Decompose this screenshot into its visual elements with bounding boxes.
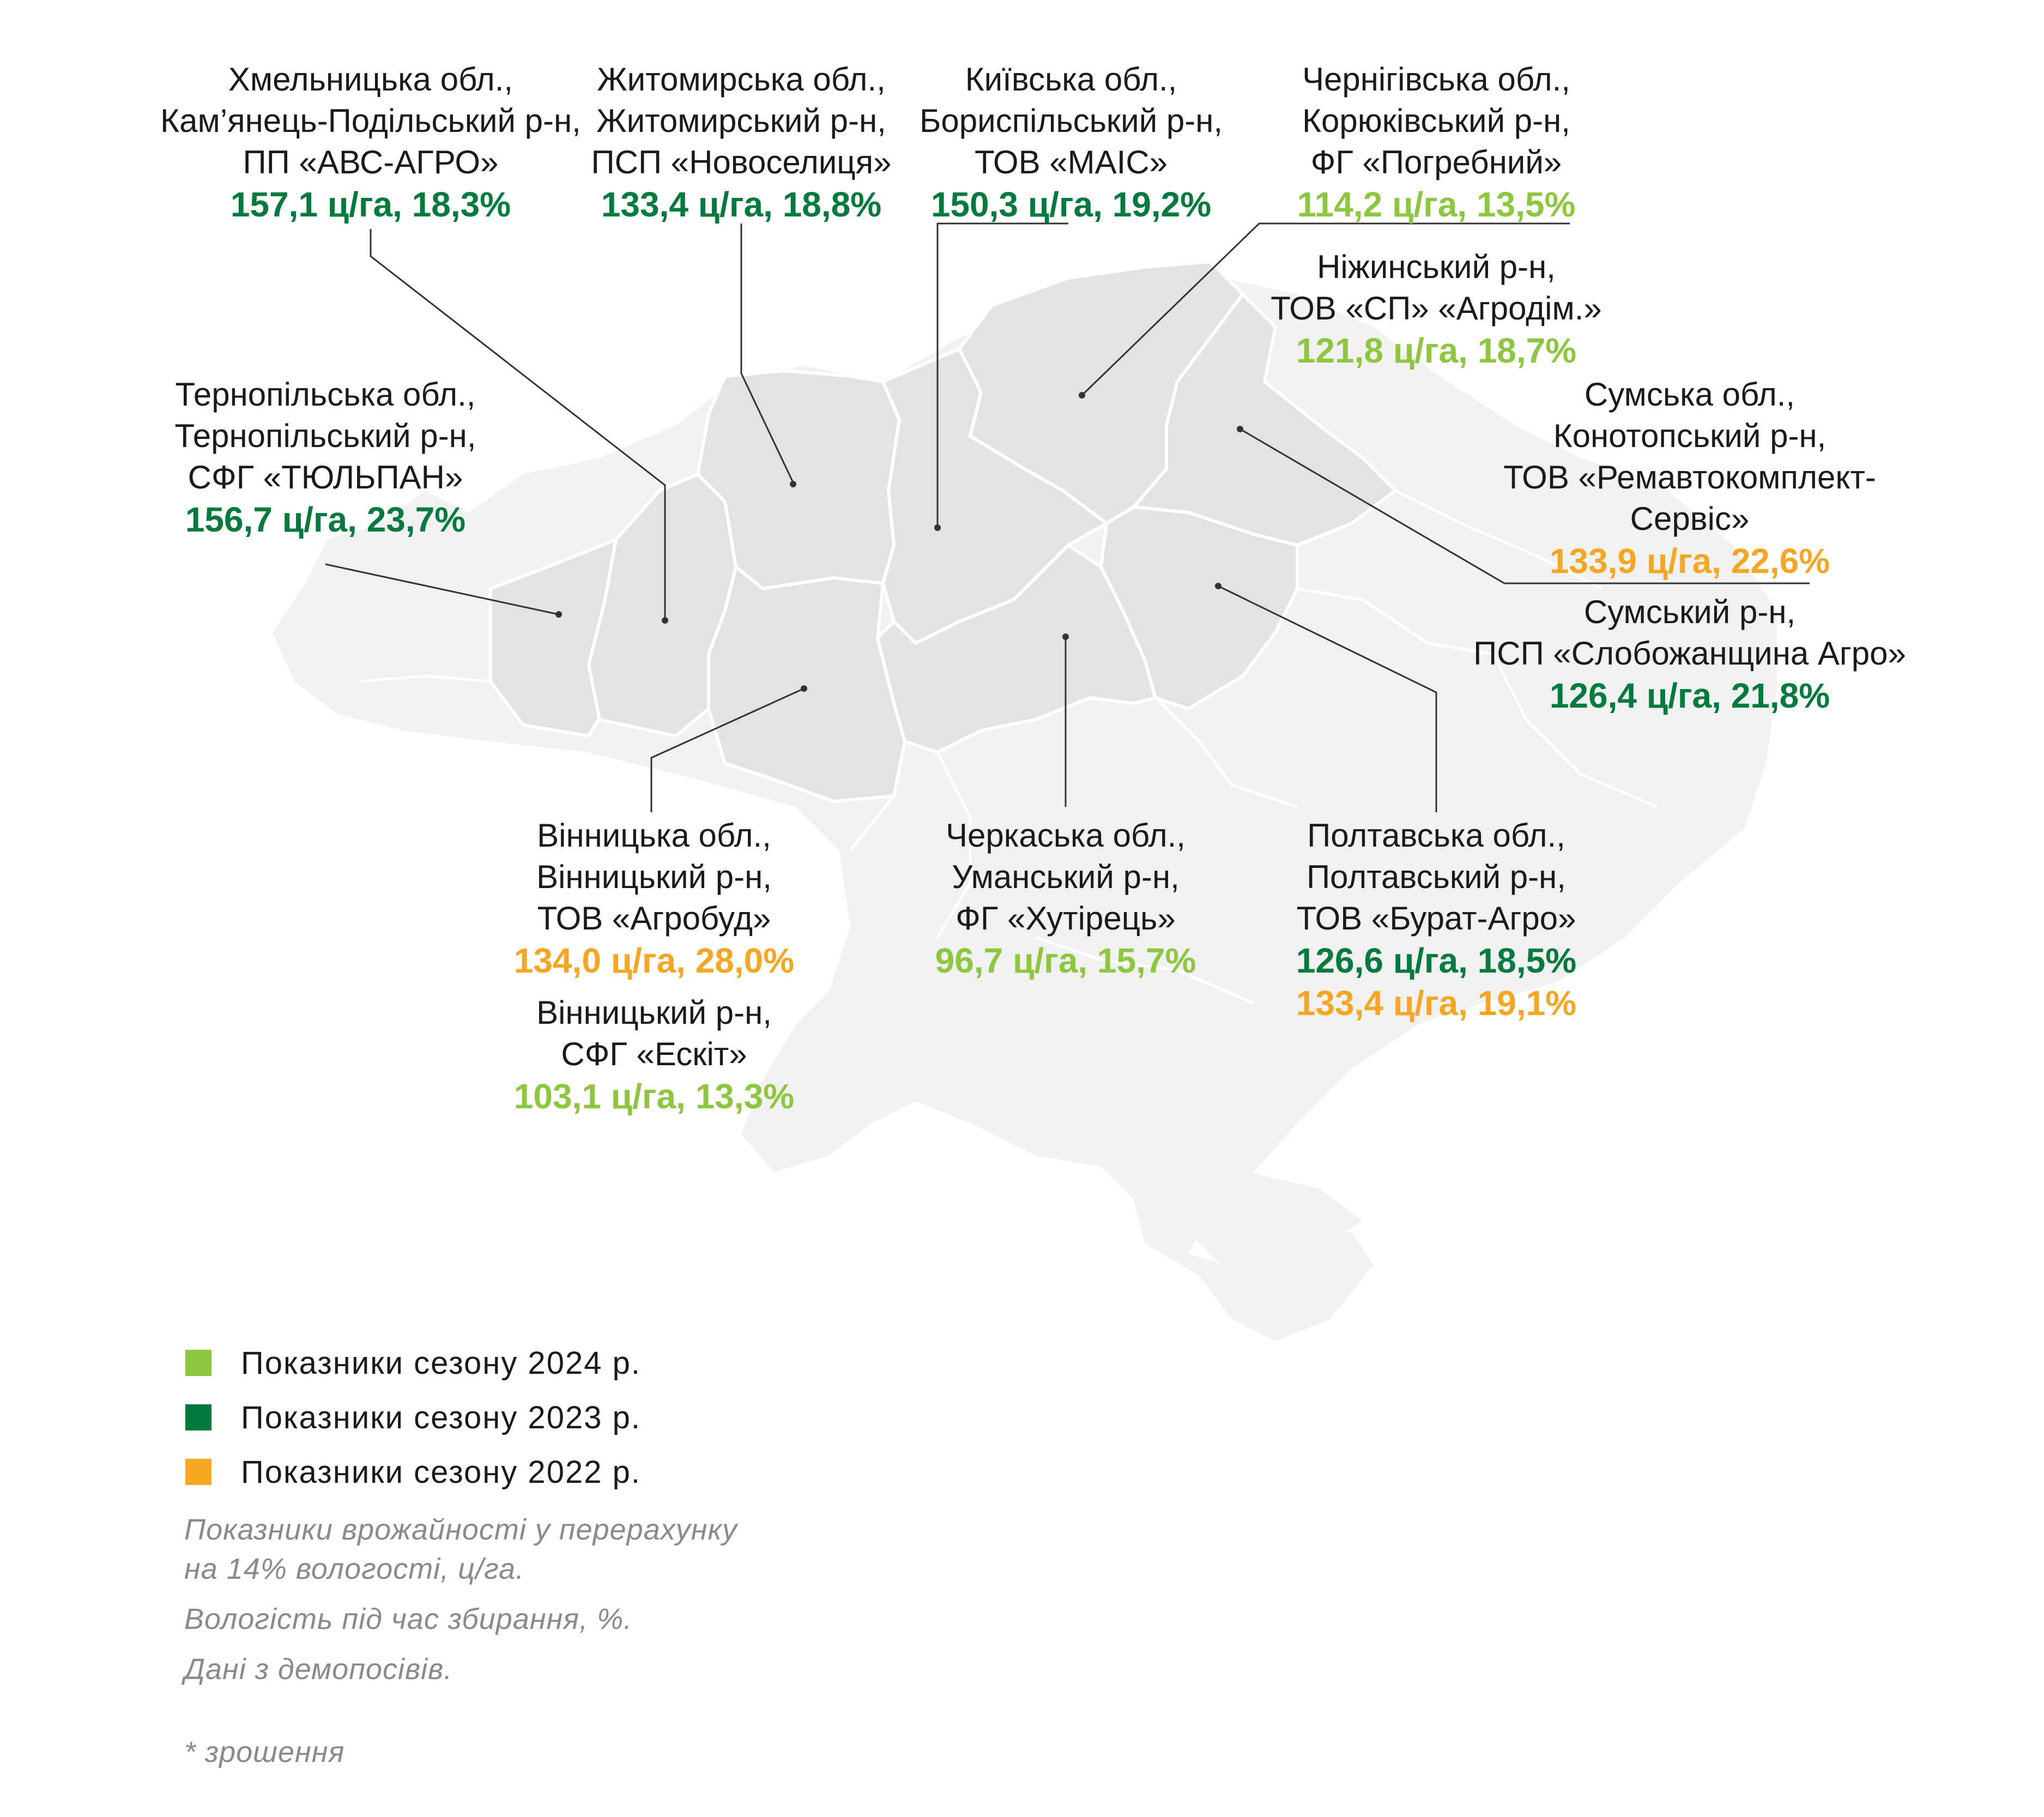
- callout-line: ПСП «Новоселиця»: [591, 144, 892, 180]
- callout-value: 156,7 ц/га, 23,7%: [185, 500, 466, 539]
- callout-line: Київська обл.,: [965, 61, 1177, 98]
- callout-value: 126,6 ц/га, 18,5%: [1296, 941, 1577, 980]
- callout-line: Бориспільський р-н,: [919, 102, 1223, 139]
- callout-sumskyi: [1473, 591, 1906, 717]
- callout-khmelnytska: [160, 59, 581, 226]
- legend-swatch-2024: [185, 1350, 211, 1376]
- callout-sumska: [1503, 374, 1876, 582]
- callout-value: 121,8 ц/га, 18,7%: [1296, 331, 1577, 370]
- callout-line: Тернопільська обл.,: [175, 376, 476, 413]
- callout-value: 103,1 ц/га, 13,3%: [513, 1077, 795, 1116]
- note-line: Дані з демопосівів.: [184, 1653, 453, 1686]
- callout-cherkaska: [935, 815, 1196, 982]
- leader-zhytomyrska: [741, 224, 793, 482]
- callout-line: Хмельницька обл.,: [228, 61, 513, 98]
- callout-vinnytska: [514, 815, 794, 982]
- callout-line: ПСП «Слобожанщина Агро»: [1473, 635, 1906, 672]
- marker-khmelnytska: [662, 617, 668, 624]
- callout-line: Вінницька обл.,: [537, 817, 771, 854]
- callout-line: Житомирський р-н,: [596, 102, 886, 139]
- callout-kyivska: [920, 59, 1223, 226]
- callout-line: ТОВ «СП» «Агродім.»: [1271, 290, 1602, 327]
- callout-line: СФГ «ТЮЛЬПАН»: [188, 459, 463, 496]
- callout-value: 133,4 ц/га, 19,1%: [1296, 983, 1577, 1023]
- legend-label: Показники сезону 2023 р.: [241, 1399, 641, 1435]
- callout-line: Тернопільський р-н,: [174, 418, 476, 454]
- callout-line: Вінницький р-н,: [536, 859, 772, 895]
- callout-value: 157,1 ц/га, 18,3%: [230, 185, 511, 224]
- callout-chernihivska: [1297, 59, 1576, 226]
- leader-vinnytska: [651, 689, 804, 812]
- callout-value: 133,4 ц/га, 18,8%: [601, 185, 882, 224]
- notes: [184, 1510, 737, 1783]
- callout-line: ФГ «Хутірець»: [956, 900, 1176, 937]
- callout-value: 126,4 ц/га, 21,8%: [1549, 676, 1830, 715]
- callout-line: Кам’янець-Подільський р-н,: [160, 102, 581, 139]
- callout-line: ТОВ «Ремавтокомплект-: [1503, 459, 1876, 496]
- callout-line: Корюківський р-н,: [1302, 102, 1570, 139]
- callout-line: Уманський р-н,: [952, 859, 1180, 895]
- callout-line: ТОВ «МАІС»: [974, 144, 1168, 180]
- note-line: на 14% вологості, ц/га.: [184, 1553, 525, 1585]
- footnote: * зрошення: [184, 1736, 345, 1768]
- note-line: Показники врожайності у перерахунку: [184, 1513, 737, 1546]
- legend-item-2023: [185, 1390, 641, 1445]
- callout-value: 114,2 ц/га, 13,5%: [1297, 185, 1576, 224]
- callout-value: 133,9 ц/га, 22,6%: [1549, 541, 1830, 581]
- marker-zhytomyrska: [790, 481, 796, 487]
- legend-swatch-2022: [185, 1459, 211, 1485]
- marker-sumska: [1237, 426, 1243, 432]
- callout-value: 150,3 ц/га, 19,2%: [930, 185, 1212, 224]
- leader-ternopilska: [325, 564, 559, 614]
- legend-label: Показники сезону 2024 р.: [241, 1345, 641, 1381]
- legend-item-2022: [185, 1445, 641, 1499]
- callout-nizhynskyi: [1271, 246, 1602, 372]
- callout-line: ТОВ «Агробуд»: [537, 900, 771, 937]
- leader-poltavska: [1218, 586, 1436, 812]
- marker-chernihivska: [1079, 392, 1085, 399]
- marker-vinnytska: [801, 685, 807, 692]
- callout-line: Полтавський р-н,: [1307, 859, 1566, 895]
- callout-poltavska: [1296, 815, 1576, 1024]
- marker-poltavska: [1215, 583, 1221, 589]
- callout-line: Сумська обл.,: [1584, 376, 1795, 413]
- callout-value: 96,7 ц/га, 15,7%: [935, 941, 1196, 980]
- callout-line: Ніжинський р-н,: [1317, 249, 1556, 285]
- note-line: Вологість під час збирання, %.: [184, 1603, 633, 1635]
- callout-line: Вінницький р-н,: [536, 994, 772, 1031]
- legend-item-2024: [185, 1336, 641, 1390]
- marker-ternopilska: [555, 611, 562, 618]
- callout-line: Сумський р-н,: [1583, 594, 1796, 630]
- legend-swatch-2023: [185, 1404, 211, 1430]
- callout-line: Черкаська обл.,: [946, 817, 1186, 854]
- callout-line: ТОВ «Бурат-Агро»: [1296, 900, 1576, 937]
- callout-line: Конотопський р-н,: [1553, 418, 1827, 454]
- legend: [185, 1336, 641, 1499]
- callout-ternopilska: [175, 374, 476, 541]
- marker-kyivska: [934, 524, 941, 531]
- leader-kyivska: [938, 224, 1068, 526]
- callout-vinnytskyi: [514, 992, 794, 1118]
- callout-line: ПП «АВС-АГРО»: [243, 144, 499, 180]
- callout-zhytomyrska: [591, 59, 891, 226]
- callout-value: 134,0 ц/га, 28,0%: [513, 941, 795, 980]
- callout-line: Сервіс»: [1630, 500, 1750, 537]
- callout-line: Житомирська обл.,: [597, 61, 886, 98]
- callout-line: ФГ «Погребний»: [1310, 144, 1562, 180]
- legend-label: Показники сезону 2022 р.: [241, 1454, 641, 1490]
- callout-line: Чернігівська обл.,: [1302, 61, 1570, 98]
- callout-line: СФГ «Ескіт»: [561, 1036, 747, 1072]
- marker-cherkaska: [1062, 633, 1069, 640]
- callout-line: Полтавська обл.,: [1307, 817, 1565, 854]
